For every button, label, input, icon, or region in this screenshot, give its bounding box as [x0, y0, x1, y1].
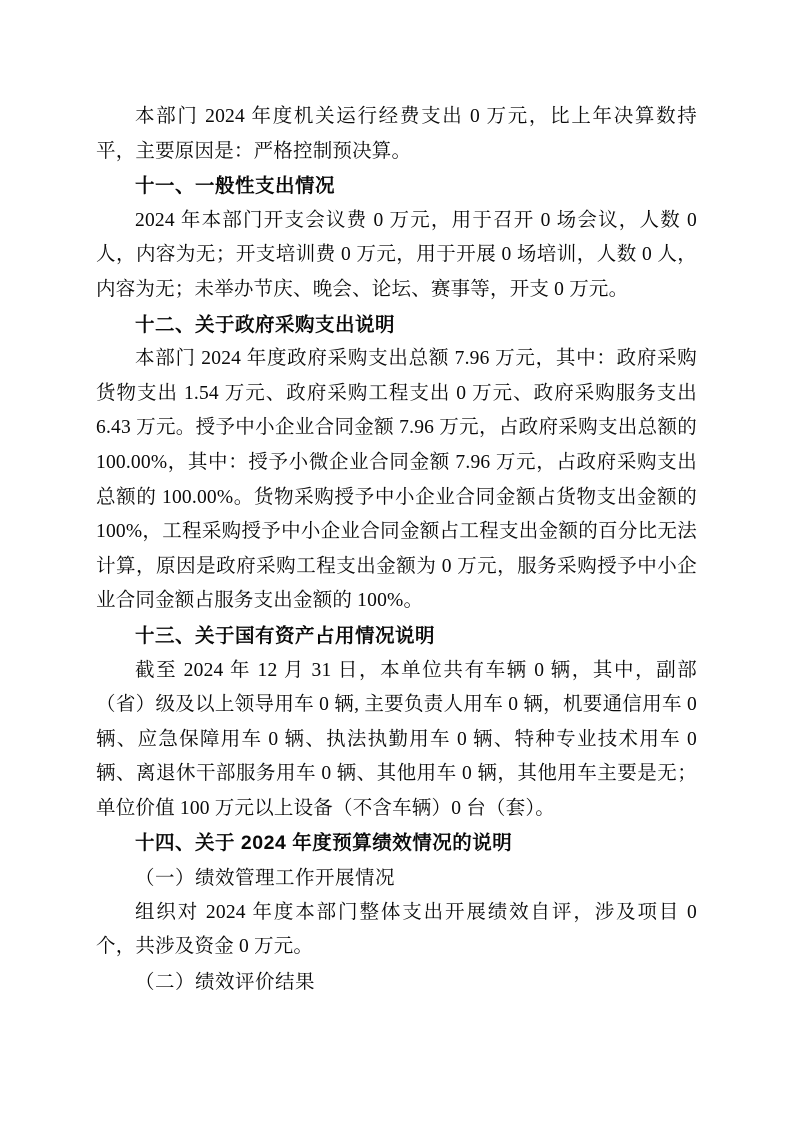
heading-section-14-budget-performance: 十四、关于 2024 年度预算绩效情况的说明 — [135, 832, 513, 855]
paragraph-procurement-detail: 本部门 2024 年度政府采购支出总额 7.96 万元，其中：政府采购货物支出 1.54 万元、政府采购工程支出 0 万元、政府采购服务支出 6.43 万元。授予中小企业合同金额 7.96 万元，占政府采购支出总额的 100.00%，其中：授予小微企业合同金额 7.96 万元，占政府采购支出总额的 100.00%。货物采购授予中小企业合同金额占货物支出金额的 100%，工程采购授予中小企业合同金额占工程支出金额的百分比无法计算，原因是政府采购工程支出金额为 0 万元，服务采购授予中小企业合同金额占服务支出金额的 100%。 — [96, 348, 697, 612]
paragraph-performance-self-evaluation: 组织对 2024 年度本部门整体支出开展绩效自评，涉及项目 0 个，共涉及资金 0 万元。 — [96, 901, 697, 958]
paragraph-meeting-training-expense: 2024 年本部门开支会议费 0 万元，用于召开 0 场会议，人数 0 人，内容为无；开支培训费 0 万元，用于开展 0 场培训，人数 0 人，内容为无；未举办节庆、晚会、论坛、赛事等，开支 0 万元。 — [96, 209, 697, 300]
heading-section-13-state-assets: 十三、关于国有资产占用情况说明 — [135, 624, 436, 647]
subheading-performance-management: （一）绩效管理工作开展情况 — [135, 867, 396, 890]
paragraph-vehicles-equipment: 截至 2024 年 12 月 31 日，本单位共有车辆 0 辆，其中，副部（省）级及以上领导用车 0 辆, 主要负责人用车 0 辆，机要通信用车 0 辆、应急保障用车 0 辆、执法执勤用车 0 辆、特种专业技术用车 0 辆、离退休干部服务用车 0 辆、其他用车 0 辆，其他用车主要是无；单位价值 100 万元以上设备（不含车辆）0 台（套）。 — [96, 659, 697, 819]
subheading-performance-evaluation-result: （二）绩效评价结果 — [135, 970, 316, 993]
document-body — [96, 100, 697, 999]
paragraph-agency-operating-expense: 本部门 2024 年度机关运行经费支出 0 万元，比上年决算数持平，主要原因是：严格控制预决算。 — [96, 106, 697, 162]
heading-section-11-general-expenditure: 十一、一般性支出情况 — [135, 175, 336, 198]
heading-section-12-government-procurement: 十二、关于政府采购支出说明 — [135, 313, 396, 336]
